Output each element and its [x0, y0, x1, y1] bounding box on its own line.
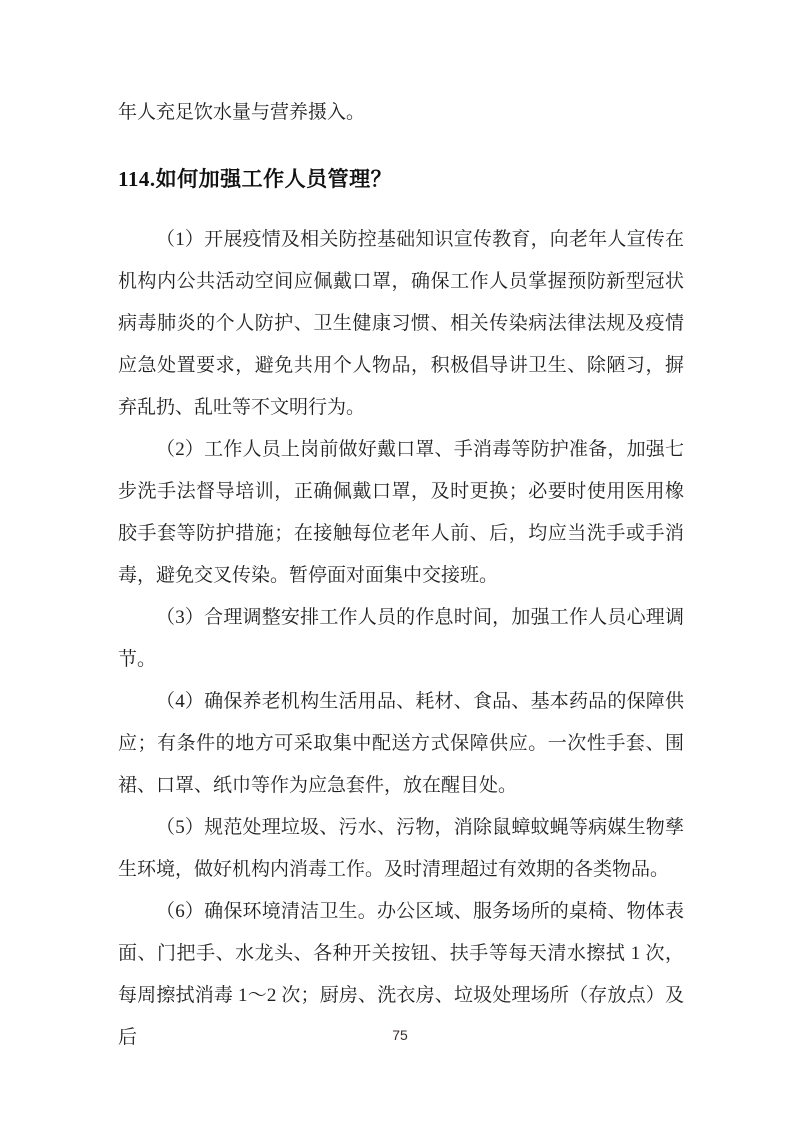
paragraph-2: （2）工作人员上岗前做好戴口罩、手消毒等防护准备，加强七步洗手法督导培训，正确佩戴口罩，及时更换；必要时使用医用橡胶手套等防护措施；在接触每位老年人前、后，均应当洗手或手消毒，避免交叉传染。暂停面对面集中交接班。 — [118, 439, 684, 586]
paragraph-1: （1）开展疫情及相关防控基础知识宣传教育，向老年人宣传在机构内公共活动空间应佩戴口罩，确保工作人员掌握预防新型冠状病毒肺炎的个人防护、卫生健康习惯、相关传染病法律法规及疫情应急处置要求，避免共用个人物品，积极倡导讲卫生、除陋习，摒弃乱扔、乱吐等不文明行为。 — [118, 229, 684, 418]
paragraph-list — [118, 219, 684, 1059]
section-heading: 114.如何加强工作人员管理？ — [118, 167, 393, 191]
paragraph-4: （4）确保养老机构生活用品、耗材、食品、基本药品的保障供应；有条件的地方可采取集中配送方式保障供应。一次性手套、围裙、口罩、纸巾等作为应急套件，放在醒目处。 — [118, 691, 684, 796]
continuation-text: 年人充足饮水量与营养摄入。 — [118, 102, 366, 123]
paragraph-6: （6）确保环境清洁卫生。办公区域、服务场所的桌椅、物体表面、门把手、水龙头、各种开关按钮、扶手等每天清水擦拭 1 次，每周擦拭消毒 1～2 次；厨房、洗衣房、垃圾处理场所（存放点）及后 — [118, 901, 684, 1048]
page-number: 75 — [392, 1027, 408, 1043]
paragraph-5: （5）规范处理垃圾、污水、污物，消除鼠蟑蚊蝇等病媒生物孳生环境，做好机构内消毒工作。及时清理超过有效期的各类物品。 — [118, 817, 684, 880]
paragraph-3: （3）合理调整安排工作人员的作息时间，加强工作人员心理调节。 — [118, 607, 684, 670]
page-content — [118, 92, 684, 1059]
